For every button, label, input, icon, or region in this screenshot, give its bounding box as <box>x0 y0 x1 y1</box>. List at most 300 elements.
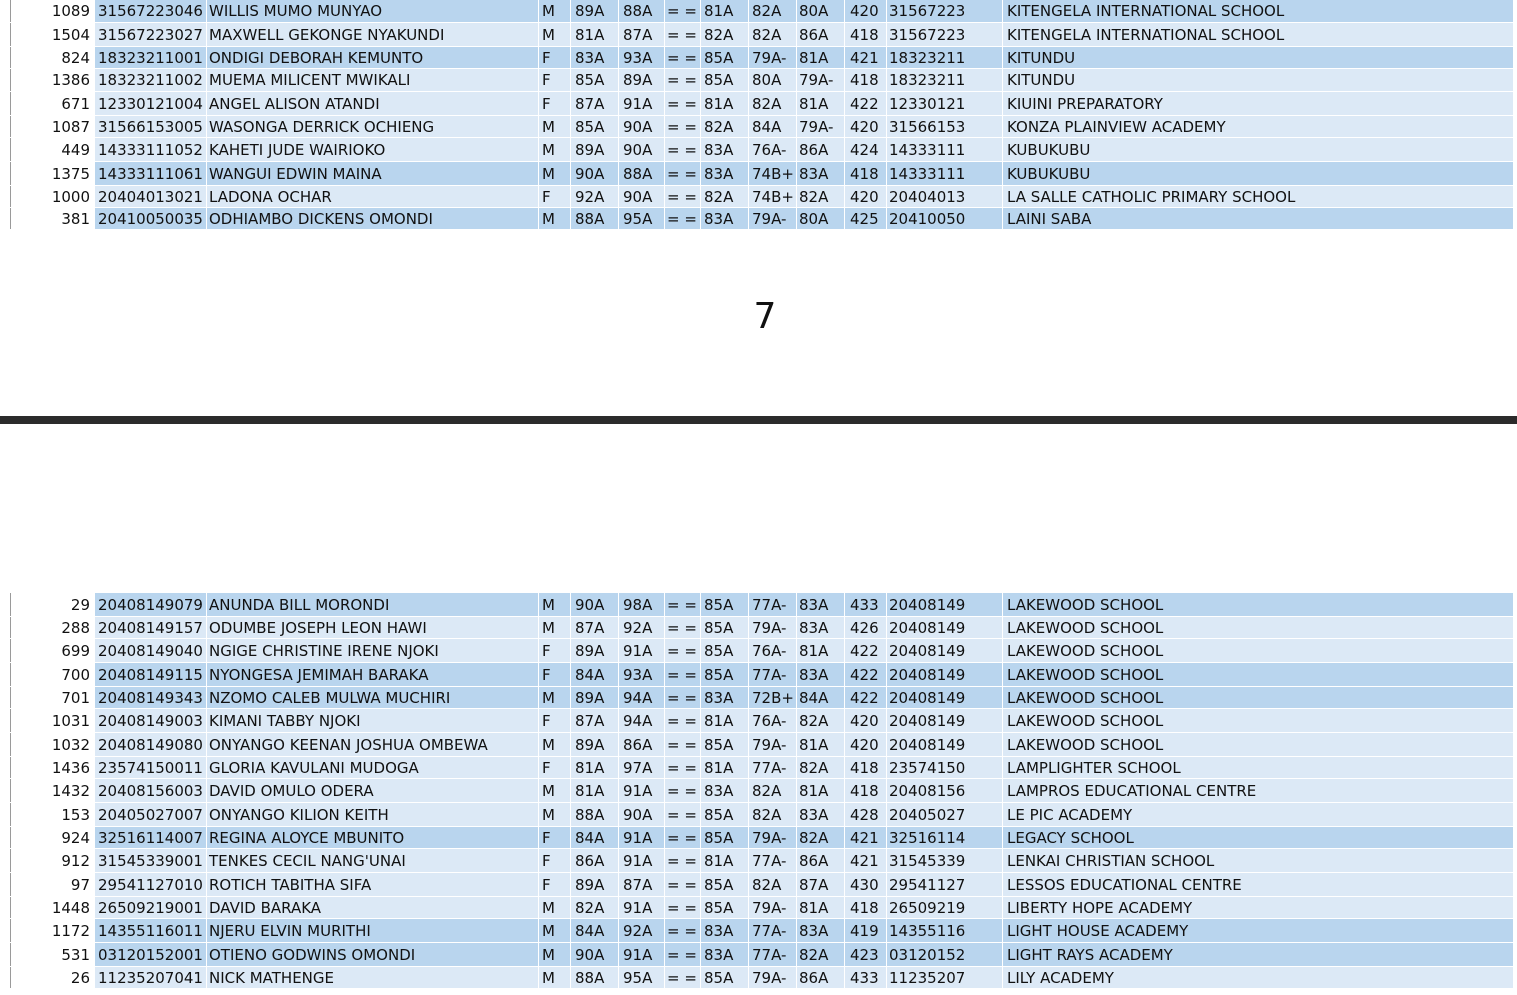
school-code-cell: 18323211 <box>886 69 1002 91</box>
subject-6-score-cell: 84A <box>796 687 844 708</box>
rank-cell: 1087 <box>10 116 94 137</box>
rank-cell: 1436 <box>10 757 94 778</box>
candidate-name-cell: ROTICH TABITHA SIFA <box>206 873 538 896</box>
candidate-name-cell: WANGUI EDWIN MAINA <box>206 162 538 185</box>
school-name-cell: LIGHT RAYS ACADEMY <box>1002 943 1513 966</box>
subject-4-score-cell: 85A <box>700 967 748 988</box>
sex-cell: M <box>538 208 570 229</box>
school-code-cell: 20404013 <box>886 186 1002 207</box>
subject-5-score-cell: 79A- <box>748 733 796 756</box>
table-row <box>10 873 1513 897</box>
table-row <box>10 593 1513 617</box>
table-row <box>10 733 1513 757</box>
school-code-cell: 31567223 <box>886 23 1002 46</box>
candidate-name-cell: GLORIA KAVULANI MUDOGA <box>206 757 538 778</box>
subject-6-score-cell: 83A <box>796 803 844 826</box>
index-number-cell: 20408149003 <box>94 709 206 732</box>
subject-4-score-cell: 85A <box>700 827 748 848</box>
school-code-cell: 20408149 <box>886 639 1002 662</box>
school-code-cell: 03120152 <box>886 943 1002 966</box>
school-code-cell: 23574150 <box>886 757 1002 778</box>
sex-cell: M <box>538 617 570 638</box>
subject-1-score-cell: 86A <box>570 849 618 872</box>
subject-3-score-cell: = = <box>664 919 700 942</box>
school-code-cell: 26509219 <box>886 897 1002 918</box>
subject-3-score-cell: = = <box>664 897 700 918</box>
rank-cell: 449 <box>10 138 94 161</box>
total-score-cell: 430 <box>844 873 886 896</box>
school-code-cell: 20408149 <box>886 663 1002 686</box>
total-score-cell: 420 <box>844 733 886 756</box>
index-number-cell: 14355116011 <box>94 919 206 942</box>
rank-cell: 699 <box>10 639 94 662</box>
subject-1-score-cell: 90A <box>570 162 618 185</box>
subject-2-score-cell: 94A <box>618 687 664 708</box>
subject-1-score-cell: 88A <box>570 208 618 229</box>
total-score-cell: 422 <box>844 687 886 708</box>
rank-cell: 824 <box>10 47 94 68</box>
total-score-cell: 422 <box>844 92 886 115</box>
subject-1-score-cell: 90A <box>570 593 618 616</box>
school-name-cell: KUBUKUBU <box>1002 138 1513 161</box>
table-row <box>10 23 1513 47</box>
subject-2-score-cell: 89A <box>618 69 664 91</box>
subject-4-score-cell: 85A <box>700 897 748 918</box>
subject-1-score-cell: 92A <box>570 186 618 207</box>
subject-1-score-cell: 83A <box>570 47 618 68</box>
subject-4-score-cell: 85A <box>700 639 748 662</box>
rank-cell: 924 <box>10 827 94 848</box>
subject-4-score-cell: 81A <box>700 709 748 732</box>
subject-3-score-cell: = = <box>664 47 700 68</box>
subject-2-score-cell: 86A <box>618 733 664 756</box>
index-number-cell: 18323211002 <box>94 69 206 91</box>
subject-5-score-cell: 79A- <box>748 47 796 68</box>
rank-cell: 701 <box>10 687 94 708</box>
sex-cell: M <box>538 687 570 708</box>
school-code-cell: 31566153 <box>886 116 1002 137</box>
subject-2-score-cell: 90A <box>618 186 664 207</box>
subject-3-score-cell: = = <box>664 849 700 872</box>
total-score-cell: 418 <box>844 69 886 91</box>
index-number-cell: 20408149115 <box>94 663 206 686</box>
subject-3-score-cell: = = <box>664 138 700 161</box>
table-row <box>10 919 1513 943</box>
table-row <box>10 92 1513 116</box>
subject-6-score-cell: 86A <box>796 967 844 988</box>
school-name-cell: LIGHT HOUSE ACADEMY <box>1002 919 1513 942</box>
index-number-cell: 20405027007 <box>94 803 206 826</box>
subject-4-score-cell: 82A <box>700 23 748 46</box>
subject-6-score-cell: 81A <box>796 47 844 68</box>
candidate-name-cell: ANGEL ALISON ATANDI <box>206 92 538 115</box>
index-number-cell: 31567223046 <box>94 0 206 22</box>
rank-cell: 26 <box>10 967 94 988</box>
subject-4-score-cell: 85A <box>700 47 748 68</box>
table-row <box>10 803 1513 827</box>
subject-3-score-cell: = = <box>664 803 700 826</box>
subject-5-score-cell: 77A- <box>748 757 796 778</box>
subject-1-score-cell: 81A <box>570 757 618 778</box>
subject-5-score-cell: 76A- <box>748 639 796 662</box>
subject-4-score-cell: 85A <box>700 733 748 756</box>
sex-cell: M <box>538 967 570 988</box>
subject-6-score-cell: 82A <box>796 943 844 966</box>
sex-cell: M <box>538 138 570 161</box>
total-score-cell: 422 <box>844 663 886 686</box>
table-row <box>10 162 1513 186</box>
subject-6-score-cell: 82A <box>796 757 844 778</box>
school-name-cell: LAKEWOOD SCHOOL <box>1002 617 1513 638</box>
school-code-cell: 20408149 <box>886 709 1002 732</box>
subject-6-score-cell: 82A <box>796 827 844 848</box>
sex-cell: F <box>538 757 570 778</box>
subject-2-score-cell: 88A <box>618 0 664 22</box>
total-score-cell: 420 <box>844 709 886 732</box>
candidate-name-cell: TENKES CECIL NANG'UNAI <box>206 849 538 872</box>
school-code-cell: 20410050 <box>886 208 1002 229</box>
school-code-cell: 20408149 <box>886 687 1002 708</box>
subject-4-score-cell: 85A <box>700 803 748 826</box>
subject-3-score-cell: = = <box>664 23 700 46</box>
school-code-cell: 20408149 <box>886 617 1002 638</box>
subject-5-score-cell: 82A <box>748 779 796 802</box>
total-score-cell: 421 <box>844 827 886 848</box>
subject-1-score-cell: 84A <box>570 663 618 686</box>
subject-6-score-cell: 81A <box>796 92 844 115</box>
school-code-cell: 20408149 <box>886 733 1002 756</box>
index-number-cell: 20408149343 <box>94 687 206 708</box>
subject-1-score-cell: 89A <box>570 873 618 896</box>
school-name-cell: KUBUKUBU <box>1002 162 1513 185</box>
school-name-cell: LAMPROS EDUCATIONAL CENTRE <box>1002 779 1513 802</box>
subject-6-score-cell: 80A <box>796 208 844 229</box>
candidate-name-cell: ANUNDA BILL MORONDI <box>206 593 538 616</box>
subject-6-score-cell: 82A <box>796 186 844 207</box>
total-score-cell: 421 <box>844 47 886 68</box>
school-name-cell: LESSOS EDUCATIONAL CENTRE <box>1002 873 1513 896</box>
subject-4-score-cell: 83A <box>700 919 748 942</box>
school-name-cell: KITENGELA INTERNATIONAL SCHOOL <box>1002 23 1513 46</box>
subject-5-score-cell: 79A- <box>748 897 796 918</box>
subject-5-score-cell: 80A <box>748 69 796 91</box>
total-score-cell: 426 <box>844 617 886 638</box>
subject-3-score-cell: = = <box>664 779 700 802</box>
total-score-cell: 418 <box>844 779 886 802</box>
school-code-cell: 31545339 <box>886 849 1002 872</box>
subject-6-score-cell: 81A <box>796 733 844 756</box>
subject-2-score-cell: 94A <box>618 709 664 732</box>
subject-2-score-cell: 88A <box>618 162 664 185</box>
subject-6-score-cell: 82A <box>796 709 844 732</box>
candidate-name-cell: WILLIS MUMO MUNYAO <box>206 0 538 22</box>
subject-5-score-cell: 82A <box>748 23 796 46</box>
subject-2-score-cell: 93A <box>618 47 664 68</box>
subject-6-score-cell: 81A <box>796 897 844 918</box>
subject-4-score-cell: 82A <box>700 186 748 207</box>
rank-cell: 1031 <box>10 709 94 732</box>
school-name-cell: LAKEWOOD SCHOOL <box>1002 639 1513 662</box>
subject-6-score-cell: 83A <box>796 617 844 638</box>
subject-6-score-cell: 80A <box>796 0 844 22</box>
subject-5-score-cell: 74B+ <box>748 186 796 207</box>
table-row <box>10 897 1513 919</box>
subject-1-score-cell: 87A <box>570 617 618 638</box>
sex-cell: F <box>538 663 570 686</box>
subject-2-score-cell: 92A <box>618 919 664 942</box>
rank-cell: 531 <box>10 943 94 966</box>
index-number-cell: 26509219001 <box>94 897 206 918</box>
table-row <box>10 639 1513 663</box>
subject-6-score-cell: 83A <box>796 593 844 616</box>
index-number-cell: 20408149040 <box>94 639 206 662</box>
school-name-cell: KONZA PLAINVIEW ACADEMY <box>1002 116 1513 137</box>
subject-5-score-cell: 77A- <box>748 943 796 966</box>
total-score-cell: 418 <box>844 757 886 778</box>
candidate-name-cell: NICK MATHENGE <box>206 967 538 988</box>
subject-2-score-cell: 98A <box>618 593 664 616</box>
subject-3-score-cell: = = <box>664 757 700 778</box>
rank-cell: 700 <box>10 663 94 686</box>
subject-5-score-cell: 79A- <box>748 967 796 988</box>
table-row <box>10 757 1513 779</box>
subject-3-score-cell: = = <box>664 663 700 686</box>
subject-2-score-cell: 91A <box>618 92 664 115</box>
table-row <box>10 47 1513 69</box>
candidate-name-cell: DAVID BARAKA <box>206 897 538 918</box>
sex-cell: F <box>538 849 570 872</box>
total-score-cell: 420 <box>844 116 886 137</box>
school-name-cell: LAINI SABA <box>1002 208 1513 229</box>
subject-5-score-cell: 76A- <box>748 138 796 161</box>
subject-2-score-cell: 95A <box>618 967 664 988</box>
subject-4-score-cell: 81A <box>700 92 748 115</box>
candidate-name-cell: ODUMBE JOSEPH LEON HAWI <box>206 617 538 638</box>
subject-4-score-cell: 83A <box>700 162 748 185</box>
subject-2-score-cell: 90A <box>618 138 664 161</box>
sex-cell: M <box>538 897 570 918</box>
subject-4-score-cell: 82A <box>700 116 748 137</box>
total-score-cell: 433 <box>844 967 886 988</box>
school-name-cell: LIBERTY HOPE ACADEMY <box>1002 897 1513 918</box>
subject-3-score-cell: = = <box>664 617 700 638</box>
sex-cell: M <box>538 116 570 137</box>
index-number-cell: 20404013021 <box>94 186 206 207</box>
subject-1-score-cell: 88A <box>570 803 618 826</box>
subject-1-score-cell: 87A <box>570 92 618 115</box>
total-score-cell: 420 <box>844 0 886 22</box>
index-number-cell: 14333111052 <box>94 138 206 161</box>
sex-cell: M <box>538 23 570 46</box>
total-score-cell: 422 <box>844 639 886 662</box>
sex-cell: M <box>538 162 570 185</box>
subject-1-score-cell: 89A <box>570 138 618 161</box>
table-row <box>10 943 1513 967</box>
table-row <box>10 138 1513 162</box>
subject-3-score-cell: = = <box>664 186 700 207</box>
table-row <box>10 0 1513 23</box>
sex-cell: F <box>538 873 570 896</box>
total-score-cell: 425 <box>844 208 886 229</box>
subject-3-score-cell: = = <box>664 0 700 22</box>
school-code-cell: 32516114 <box>886 827 1002 848</box>
subject-2-score-cell: 95A <box>618 208 664 229</box>
rank-cell: 29 <box>10 593 94 616</box>
sex-cell: F <box>538 186 570 207</box>
sex-cell: F <box>538 69 570 91</box>
total-score-cell: 418 <box>844 23 886 46</box>
subject-5-score-cell: 77A- <box>748 849 796 872</box>
index-number-cell: 18323211001 <box>94 47 206 68</box>
school-code-cell: 14333111 <box>886 138 1002 161</box>
subject-5-score-cell: 77A- <box>748 593 796 616</box>
sex-cell: F <box>538 47 570 68</box>
table-row <box>10 967 1513 989</box>
sex-cell: F <box>538 92 570 115</box>
rank-cell: 1386 <box>10 69 94 91</box>
subject-2-score-cell: 90A <box>618 116 664 137</box>
index-number-cell: 12330121004 <box>94 92 206 115</box>
subject-1-score-cell: 89A <box>570 733 618 756</box>
table-row <box>10 186 1513 208</box>
school-code-cell: 14355116 <box>886 919 1002 942</box>
school-code-cell: 31567223 <box>886 0 1002 22</box>
subject-6-score-cell: 79A- <box>796 116 844 137</box>
sex-cell: F <box>538 709 570 732</box>
index-number-cell: 31545339001 <box>94 849 206 872</box>
subject-1-score-cell: 85A <box>570 116 618 137</box>
candidate-name-cell: ONDIGI DEBORAH KEMUNTO <box>206 47 538 68</box>
school-code-cell: 29541127 <box>886 873 1002 896</box>
table-row <box>10 687 1513 709</box>
school-name-cell: LE PIC ACADEMY <box>1002 803 1513 826</box>
subject-4-score-cell: 81A <box>700 849 748 872</box>
sex-cell: F <box>538 827 570 848</box>
subject-4-score-cell: 85A <box>700 873 748 896</box>
candidate-name-cell: NGIGE CHRISTINE IRENE NJOKI <box>206 639 538 662</box>
candidate-name-cell: LADONA OCHAR <box>206 186 538 207</box>
results-table-top <box>10 0 1513 230</box>
school-code-cell: 11235207 <box>886 967 1002 988</box>
rank-cell: 97 <box>10 873 94 896</box>
subject-1-score-cell: 84A <box>570 919 618 942</box>
index-number-cell: 20408149157 <box>94 617 206 638</box>
subject-3-score-cell: = = <box>664 709 700 732</box>
subject-1-score-cell: 84A <box>570 827 618 848</box>
index-number-cell: 20408149079 <box>94 593 206 616</box>
page-number: 7 <box>753 296 777 337</box>
subject-3-score-cell: = = <box>664 967 700 988</box>
subject-5-score-cell: 82A <box>748 803 796 826</box>
subject-4-score-cell: 81A <box>700 0 748 22</box>
subject-3-score-cell: = = <box>664 873 700 896</box>
subject-2-score-cell: 93A <box>618 663 664 686</box>
candidate-name-cell: MUEMA MILICENT MWIKALI <box>206 69 538 91</box>
subject-1-score-cell: 89A <box>570 639 618 662</box>
rank-cell: 1375 <box>10 162 94 185</box>
subject-6-score-cell: 86A <box>796 849 844 872</box>
candidate-name-cell: REGINA ALOYCE MBUNITO <box>206 827 538 848</box>
index-number-cell: 03120152001 <box>94 943 206 966</box>
candidate-name-cell: ONYANGO KILION KEITH <box>206 803 538 826</box>
subject-2-score-cell: 90A <box>618 803 664 826</box>
school-name-cell: LAKEWOOD SCHOOL <box>1002 687 1513 708</box>
school-code-cell: 20408156 <box>886 779 1002 802</box>
rank-cell: 671 <box>10 92 94 115</box>
subject-1-score-cell: 81A <box>570 23 618 46</box>
school-code-cell: 20408149 <box>886 593 1002 616</box>
index-number-cell: 14333111061 <box>94 162 206 185</box>
subject-2-score-cell: 97A <box>618 757 664 778</box>
rank-cell: 1448 <box>10 897 94 918</box>
total-score-cell: 433 <box>844 593 886 616</box>
index-number-cell: 20408156003 <box>94 779 206 802</box>
school-name-cell: KITUNDU <box>1002 69 1513 91</box>
subject-3-score-cell: = = <box>664 92 700 115</box>
total-score-cell: 420 <box>844 186 886 207</box>
subject-4-score-cell: 83A <box>700 138 748 161</box>
subject-5-score-cell: 77A- <box>748 919 796 942</box>
candidate-name-cell: NYONGESA JEMIMAH BARAKA <box>206 663 538 686</box>
subject-4-score-cell: 81A <box>700 757 748 778</box>
school-name-cell: KIUINI PREPARATORY <box>1002 92 1513 115</box>
sex-cell: M <box>538 919 570 942</box>
table-row <box>10 208 1513 230</box>
index-number-cell: 20410050035 <box>94 208 206 229</box>
subject-2-score-cell: 91A <box>618 779 664 802</box>
candidate-name-cell: OTIENO GODWINS OMONDI <box>206 943 538 966</box>
page-divider <box>0 416 1517 424</box>
subject-5-score-cell: 79A- <box>748 827 796 848</box>
subject-2-score-cell: 91A <box>618 639 664 662</box>
table-row <box>10 849 1513 873</box>
sex-cell: F <box>538 639 570 662</box>
subject-4-score-cell: 85A <box>700 617 748 638</box>
subject-2-score-cell: 87A <box>618 23 664 46</box>
subject-3-score-cell: = = <box>664 687 700 708</box>
rank-cell: 1000 <box>10 186 94 207</box>
subject-3-score-cell: = = <box>664 733 700 756</box>
sex-cell: M <box>538 803 570 826</box>
index-number-cell: 31566153005 <box>94 116 206 137</box>
subject-5-score-cell: 79A- <box>748 208 796 229</box>
candidate-name-cell: DAVID OMULO ODERA <box>206 779 538 802</box>
table-row <box>10 663 1513 687</box>
subject-1-score-cell: 82A <box>570 897 618 918</box>
subject-1-score-cell: 88A <box>570 967 618 988</box>
subject-3-score-cell: = = <box>664 208 700 229</box>
subject-4-score-cell: 83A <box>700 687 748 708</box>
school-name-cell: LAKEWOOD SCHOOL <box>1002 733 1513 756</box>
school-name-cell: KITUNDU <box>1002 47 1513 68</box>
rank-cell: 153 <box>10 803 94 826</box>
index-number-cell: 31567223027 <box>94 23 206 46</box>
rank-cell: 288 <box>10 617 94 638</box>
school-name-cell: LEGACY SCHOOL <box>1002 827 1513 848</box>
candidate-name-cell: WASONGA DERRICK OCHIENG <box>206 116 538 137</box>
school-code-cell: 20405027 <box>886 803 1002 826</box>
table-row <box>10 827 1513 849</box>
subject-5-score-cell: 76A- <box>748 709 796 732</box>
index-number-cell: 11235207041 <box>94 967 206 988</box>
subject-1-score-cell: 90A <box>570 943 618 966</box>
total-score-cell: 428 <box>844 803 886 826</box>
school-name-cell: LAKEWOOD SCHOOL <box>1002 663 1513 686</box>
index-number-cell: 29541127010 <box>94 873 206 896</box>
total-score-cell: 421 <box>844 849 886 872</box>
table-row <box>10 617 1513 639</box>
sex-cell: M <box>538 943 570 966</box>
